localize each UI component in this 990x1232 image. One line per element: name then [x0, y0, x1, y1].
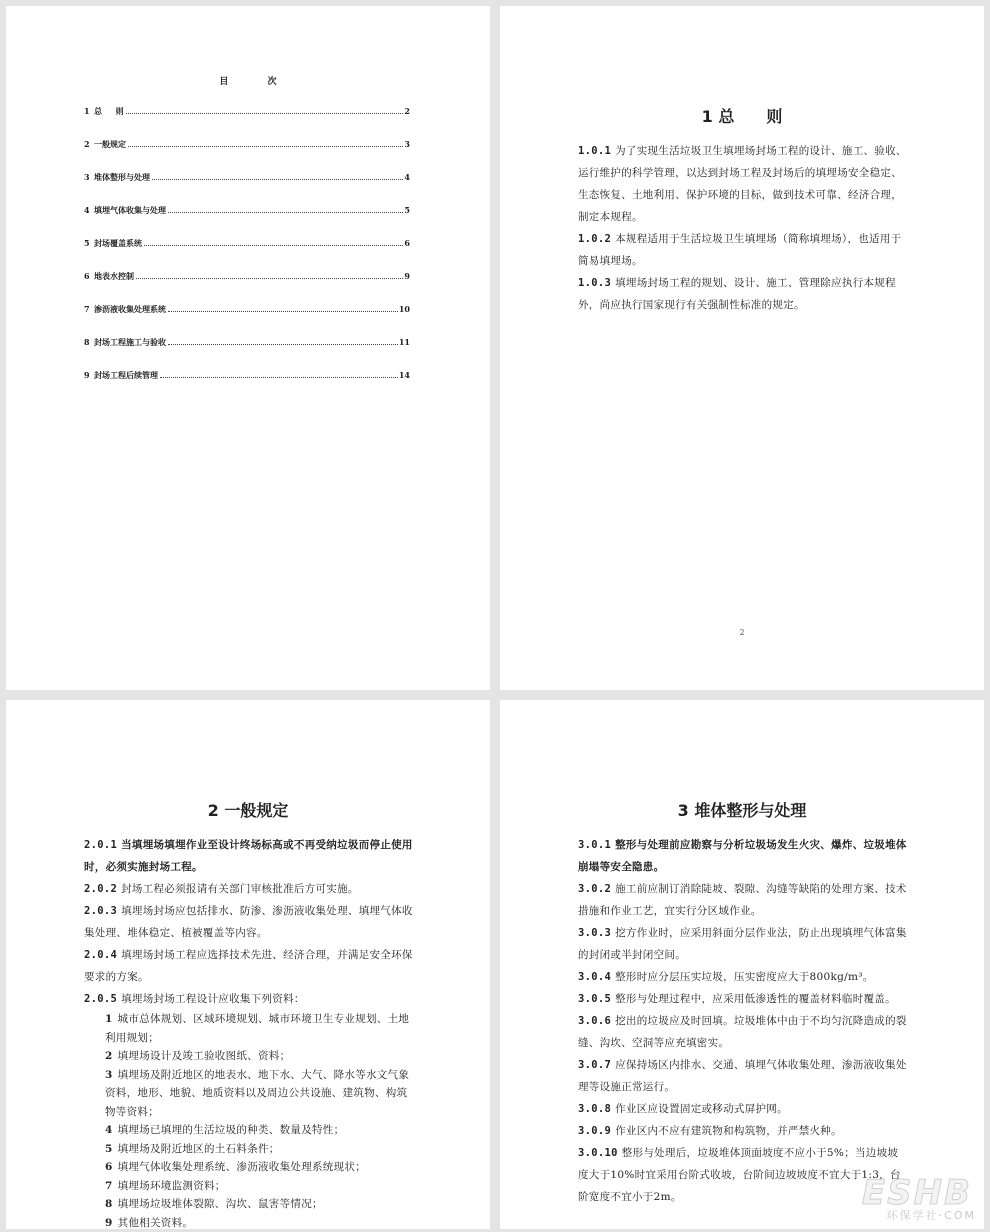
- clause: [578, 1010, 908, 1054]
- toc-entry-number: 8: [84, 337, 94, 347]
- toc-entry-number: 2: [84, 139, 94, 149]
- toc-entry-number: 4: [84, 205, 94, 215]
- list-item-number: 4: [105, 1124, 113, 1136]
- clause-number: 2.0.5: [84, 993, 117, 1005]
- toc-entry-number: 6: [84, 271, 94, 281]
- toc-leader-dots: [136, 278, 403, 279]
- toc-entry[interactable]: [84, 271, 410, 304]
- watermark-logo: ESHB: [862, 1173, 972, 1213]
- toc-entry-label: 一般规定: [94, 139, 126, 150]
- list-item: [84, 1010, 414, 1047]
- clause: [578, 228, 908, 272]
- list-item: [84, 1066, 414, 1122]
- toc-leader-dots: [168, 212, 403, 213]
- clause-number: 3.0.2: [578, 883, 611, 895]
- clause-number: 2.0.3: [84, 905, 117, 917]
- toc-entry-label: 堆体整形与处理: [94, 172, 150, 183]
- list-item-text: 填埋场及附近地区的土石料条件；: [118, 1143, 280, 1155]
- list-item-text: 填埋场及附近地区的地表水、地下水、大气、降水等水文气象资料，地形、地貌、地质资料以及周边公共设施、建筑物、构筑物等资料；: [105, 1069, 409, 1118]
- toc-entry[interactable]: [84, 370, 410, 403]
- toc-entry-page: 6: [404, 238, 410, 248]
- clause-text: 整形与处理后，垃圾堆体顶面坡度不应小于5%；当边坡坡度大于10%时宜采用台阶式收坡，台阶间边坡坡度不宜大于1:3，台阶宽度不宜小于2m。: [578, 1147, 901, 1203]
- toc-entry-page: 5: [404, 205, 410, 215]
- list-item-text: 填埋场垃圾堆体裂隙、沟坎、鼠害等情况；: [118, 1198, 323, 1210]
- toc-page: [6, 6, 490, 690]
- toc-entry-page: 4: [404, 172, 410, 182]
- toc-leader-dots: [144, 245, 403, 246]
- toc-entry-number: 5: [84, 238, 94, 248]
- list-item-number: 6: [105, 1161, 113, 1173]
- clause-text: 整形与处理前应勘察与分析垃圾场发生火灾、爆炸、垃圾堆体崩塌等安全隐患。: [578, 839, 907, 873]
- toc-leader-dots: [152, 179, 403, 180]
- list-item-text: 填埋场已填埋的生活垃圾的种类、数量及特性；: [118, 1124, 345, 1136]
- list-item-number: 8: [105, 1198, 113, 1210]
- toc-entry-page: 11: [399, 337, 410, 347]
- toc-entry[interactable]: [84, 304, 410, 337]
- clause: [578, 878, 908, 922]
- toc-entry-label: 渗沥液收集处理系统: [94, 304, 166, 315]
- toc-entry-label: 地表水控制: [94, 271, 134, 282]
- clause-text: 为了实现生活垃圾卫生填埋场封场工程的设计、施工、验收、运行维护的科学管理，以达到封场工程及封场后的填埋场安全稳定、生态恢复、土地利用、保护环境的目标，做到技术可靠、经济合理，制定本规程。: [578, 145, 907, 223]
- clause-text: 填埋场封场工程的规划、设计、施工、管理除应执行本规程外，尚应执行国家现行有关强制性标准的规定。: [578, 277, 896, 311]
- clause: [578, 272, 908, 316]
- list-item-text: 填埋场环境监测资料；: [118, 1180, 226, 1192]
- chapter-3-body: [578, 834, 908, 1208]
- clause-number: 1.0.1: [578, 145, 611, 157]
- toc-entry-label: 封场覆盖系统: [94, 238, 142, 249]
- clause-number: 3.0.8: [578, 1103, 611, 1115]
- list-item-number: 9: [105, 1217, 113, 1229]
- clause-number: 2.0.4: [84, 949, 117, 961]
- chapter-2-body: [84, 834, 414, 1232]
- clause-text: 施工前应制订消除陡坡、裂隙、沟缝等缺陷的处理方案、技术措施和作业工艺，宜实行分区域作业。: [578, 883, 907, 917]
- toc-leader-dots: [168, 311, 398, 312]
- clause-number: 3.0.3: [578, 927, 611, 939]
- clause-number: 3.0.6: [578, 1015, 611, 1027]
- watermark-text: 环保学社·COM: [887, 1207, 976, 1223]
- clause-number: 3.0.7: [578, 1059, 611, 1071]
- clause-text: 填埋场封场工程设计应收集下列资料：: [121, 993, 305, 1005]
- clause: [84, 878, 414, 900]
- toc-entry-label: 封场工程后续管理: [94, 370, 158, 381]
- clause-number: 3.0.5: [578, 993, 611, 1005]
- clause-text: 整形与处理过程中，应采用低渗透性的覆盖材料临时覆盖。: [615, 993, 896, 1005]
- clause-text: 封场工程必须报请有关部门审核批准后方可实施。: [121, 883, 359, 895]
- clause: [578, 988, 908, 1010]
- clause: [578, 1098, 908, 1120]
- chapter-2-title: 2 一般规定: [6, 798, 490, 821]
- clause: [578, 1054, 908, 1098]
- clause: [578, 922, 908, 966]
- list-item: [84, 1214, 414, 1232]
- toc-entry[interactable]: [84, 205, 410, 238]
- toc-entry[interactable]: [84, 106, 410, 139]
- clause: [84, 988, 414, 1010]
- list-item: [84, 1140, 414, 1159]
- toc-entry-number: 9: [84, 370, 94, 380]
- clause-text: 挖方作业时，应采用斜面分层作业法，防止出现填埋气体富集的封闭或半封闭空间。: [578, 927, 907, 961]
- clause-number: 3.0.9: [578, 1125, 611, 1137]
- toc-leader-dots: [168, 344, 398, 345]
- list-item-number: 7: [105, 1180, 113, 1192]
- toc-entry-page: 10: [399, 304, 410, 314]
- list-item-number: 2: [105, 1050, 113, 1062]
- toc-entry-number: 3: [84, 172, 94, 182]
- list-item: [84, 1158, 414, 1177]
- clause: [578, 1120, 908, 1142]
- toc-entry-number: 7: [84, 304, 94, 314]
- clause-text: 挖出的垃圾应及时回填。垃圾堆体中由于不均匀沉降造成的裂缝、沟坎、空洞等应充填密实。: [578, 1015, 907, 1049]
- toc-entry[interactable]: [84, 238, 410, 271]
- toc-list: [84, 106, 410, 403]
- clause-text: 应保持场区内排水、交通、填埋气体收集处理、渗沥液收集处理等设施正常运行。: [578, 1059, 907, 1093]
- clause-number: 3.0.10: [578, 1147, 618, 1159]
- list-item: [84, 1177, 414, 1196]
- clause: [84, 944, 414, 988]
- clause: [84, 900, 414, 944]
- chapter-1-page: [500, 6, 984, 690]
- page-number: 2: [500, 628, 984, 637]
- list-item-text: 城市总体规划、区域环境规划、城市环境卫生专业规划、土地利用规划；: [105, 1013, 409, 1044]
- clause-text: 作业区应设置固定或移动式屏护网。: [615, 1103, 788, 1115]
- toc-title: 目 次: [6, 74, 490, 87]
- toc-entry-label: 封场工程施工与验收: [94, 337, 166, 348]
- toc-leader-dots: [160, 377, 398, 378]
- clause-text: 填埋场封场工程应选择技术先进、经济合理，并满足安全环保要求的方案。: [84, 949, 413, 983]
- list-item-number: 1: [105, 1013, 113, 1025]
- clause-text: 作业区内不应有建筑物和构筑物，并严禁火种。: [615, 1125, 842, 1137]
- list-item-number: 5: [105, 1143, 113, 1155]
- list-item-text: 其他相关资料。: [118, 1217, 194, 1229]
- list-item-text: 填埋场设计及竣工验收图纸、资料；: [118, 1050, 291, 1062]
- toc-entry[interactable]: [84, 337, 410, 370]
- clause-text: 整形时应分层压实垃圾，压实密度应大于800kg/m³。: [615, 971, 873, 983]
- clause-text: 本规程适用于生活垃圾卫生填埋场（简称填埋场），也适用于简易填埋场。: [578, 233, 901, 267]
- clause-text: 填埋场封场应包括排水、防渗、渗沥液收集处理、填埋气体收集处理、堆体稳定、植被覆盖等内容。: [84, 905, 413, 939]
- clause-number: 1.0.2: [578, 233, 611, 245]
- chapter-1-title: 1 总 则: [500, 104, 984, 127]
- chapter-3-page: [500, 700, 984, 1229]
- list-item: [84, 1121, 414, 1140]
- toc-entry[interactable]: [84, 172, 410, 205]
- toc-leader-dots: [126, 113, 404, 114]
- chapter-3-title: 3 堆体整形与处理: [500, 798, 984, 821]
- toc-entry-page: 3: [404, 139, 410, 149]
- clause-mandatory: [84, 834, 414, 878]
- toc-entry[interactable]: [84, 139, 410, 172]
- clause-number: 3.0.4: [578, 971, 611, 983]
- site-watermark: [806, 1173, 976, 1225]
- list-item: [84, 1195, 414, 1214]
- toc-leader-dots: [128, 146, 403, 147]
- clause-number: 1.0.3: [578, 277, 611, 289]
- toc-entry-page: 9: [404, 271, 410, 281]
- toc-entry-label: 填埋气体收集与处理: [94, 205, 166, 216]
- toc-entry-number: 1: [84, 106, 94, 116]
- clause: [578, 140, 908, 228]
- list-item-number: 3: [105, 1069, 113, 1081]
- clause-number: 3.0.1: [578, 839, 611, 851]
- clause-number: 2.0.2: [84, 883, 117, 895]
- list-item: [84, 1047, 414, 1066]
- list-item-text: 填埋气体收集处理系统、渗沥液收集处理系统现状；: [118, 1161, 366, 1173]
- toc-entry-page: 14: [399, 370, 410, 380]
- toc-entry-label: 总 则: [94, 106, 124, 117]
- clause-number: 2.0.1: [84, 839, 117, 851]
- chapter-1-body: [578, 140, 908, 316]
- clause: [578, 966, 908, 988]
- chapter-2-page: [6, 700, 490, 1229]
- clause-text: 当填埋场填埋作业至设计终场标高或不再受纳垃圾而停止使用时，必须实施封场工程。: [84, 839, 413, 873]
- toc-entry-page: 2: [404, 106, 410, 116]
- clause-mandatory: [578, 834, 908, 878]
